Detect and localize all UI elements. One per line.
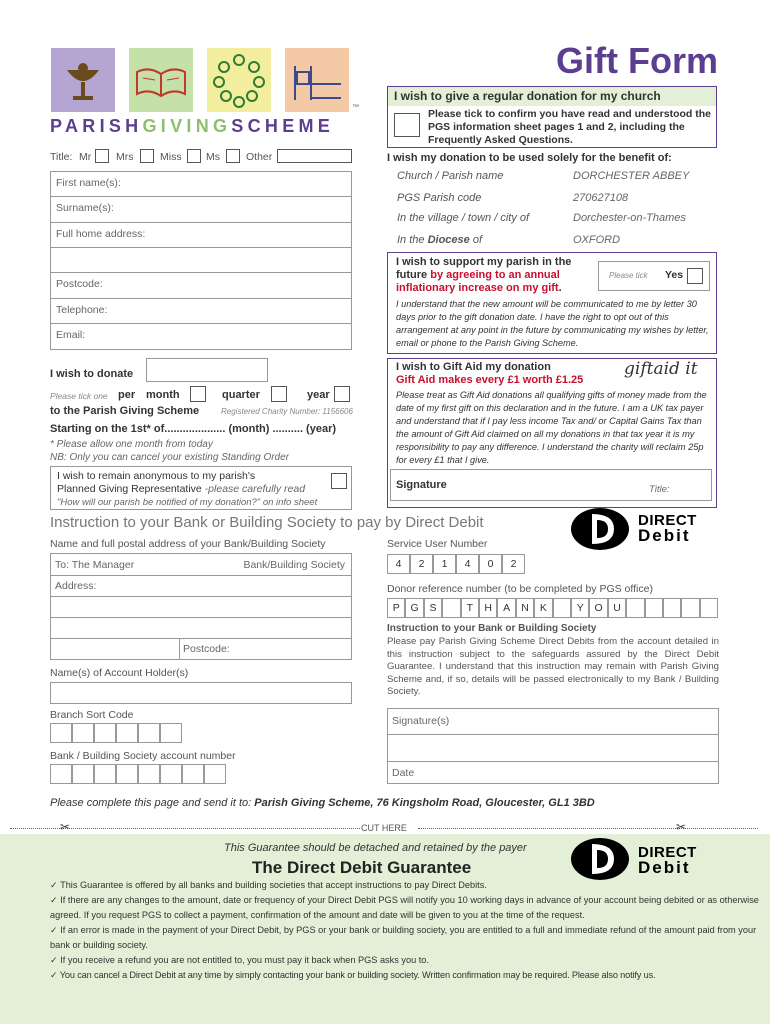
bank-address-line-2[interactable] [50, 597, 352, 618]
sort-code-cell[interactable] [72, 723, 94, 743]
direct-debit-logo: DIRECT Debit [570, 506, 720, 552]
donor-reference-cell: O [589, 598, 607, 618]
inflation-tick-box: Please tick Yes [598, 261, 710, 291]
gift-aid-body: Please treat as Gift Aid donations all qualifying gifts of money made from the date of my first gift on this declaration and in the future. I am a UK tax payer and understand that if I pay less income Tax and/ or Capital Gains Tax than the amount of Gift Aid claimed on all my donations in that tax year it is my responsibility to pay any difference. I understand the charity will reclaim 25p for every £1 that I give. [396, 390, 707, 465]
donor-reference-cell [645, 598, 663, 618]
anonymous-checkbox[interactable] [331, 473, 347, 489]
bank-address-field[interactable]: Address: [50, 576, 352, 597]
first-name-field[interactable]: First name(s): [50, 171, 352, 196]
logo-wordmark: PARISHGIVINGSCHEME [50, 116, 335, 136]
service-user-number-cell: 1 [433, 554, 456, 574]
account-number-cell[interactable] [116, 764, 138, 784]
guarantee-item: ✓ This Guarantee is offered by all banks and building societies that accept instructions to pay Direct Debits. [50, 880, 487, 890]
service-user-number-cell: 4 [387, 554, 410, 574]
guarantee-item: ✓ If there are any changes to the amount, date or frequency of your Direct Debit PGS will notify you 10 working days in advance of your account being debited or as otherwise agreed. If you request PGS to collect a payment, confirmation of the amount and date will be given to you at the time of the request. [50, 895, 759, 920]
send-address: Please complete this page and send it to: Parish Giving Scheme, 76 Kingsholm Road, Gloucester, GL1 3BD [50, 797, 595, 809]
account-number-cell[interactable] [204, 764, 226, 784]
bank-address-line-3[interactable] [50, 618, 352, 639]
cut-line-right [418, 828, 758, 829]
bank-postcode-field[interactable]: Postcode: [50, 639, 352, 660]
sort-code-cell[interactable] [138, 723, 160, 743]
donate-label: I wish to donate [50, 368, 134, 380]
service-user-number-cell: 2 [410, 554, 433, 574]
bank-instruction-body: Please pay Parish Giving Scheme Direct Debits from the account detailed in this instruction subject to the safeguards assured by the Direct Debit Guarantee. I understand that this instruction may remain with Parish Giving Scheme and, if so, details will be passed electronically to my Bank / Building Society. [387, 636, 719, 698]
address-line-2-field[interactable] [50, 247, 352, 272]
circle-of-people-icon [207, 48, 271, 112]
frequency-year-checkbox[interactable] [334, 386, 350, 402]
account-holder-field[interactable] [50, 682, 352, 704]
bank-instruction-heading: Instruction to your Bank or Building Society to pay by Direct Debit [50, 514, 484, 531]
donor-reference-cell: N [516, 598, 534, 618]
direct-debit-logo: DIRECT Debit [570, 836, 720, 882]
service-user-number-cell: 0 [479, 554, 502, 574]
donor-reference-cell: K [534, 598, 552, 618]
email-field[interactable]: Email: [50, 323, 352, 350]
donation-amount-input[interactable] [146, 358, 268, 382]
donor-reference-cell [700, 598, 718, 618]
bank-signature-field-2[interactable] [387, 735, 719, 762]
donor-reference-cell [553, 598, 571, 618]
guarantee-heading: The Direct Debit Guarantee [252, 858, 472, 877]
benefit-heading: I wish my donation to be used solely for the benefit of: [387, 152, 672, 164]
sort-code-cell[interactable] [116, 723, 138, 743]
parish-code-value: 270627108 [573, 192, 629, 204]
account-number-cell[interactable] [182, 764, 204, 784]
address-field[interactable]: Full home address: [50, 222, 352, 247]
frequency-quarter-checkbox[interactable] [271, 386, 287, 402]
frequency-month-checkbox[interactable] [190, 386, 206, 402]
title-row: Title: Mr Mrs Miss Ms Other [50, 151, 352, 165]
sort-code-cell[interactable] [50, 723, 72, 743]
guarantee-list [50, 878, 766, 983]
donor-reference-cell [626, 598, 644, 618]
telephone-field[interactable]: Telephone: [50, 298, 352, 323]
service-user-number-cell: 2 [502, 554, 525, 574]
cut-here-label: CUT HERE [361, 823, 407, 833]
scissors-icon: ✂ [60, 820, 71, 834]
sort-code-cell[interactable] [94, 723, 116, 743]
donor-reference-cell [442, 598, 460, 618]
anonymous-panel: I wish to remain anonymous to my parish's Planned Giving Representative -please carefully read "How will our parish be notified of my donation?" on info sheet [50, 466, 352, 510]
donor-reference-cell: G [405, 598, 423, 618]
donor-reference-cell: U [608, 598, 626, 618]
bank-signature-field[interactable]: Signature(s) [387, 708, 719, 735]
scissors-icon: ✂ [676, 820, 687, 834]
inflation-yes-checkbox[interactable] [687, 268, 703, 284]
bank-date-field[interactable]: Date [387, 762, 719, 784]
guarantee-item: ✓ If an error is made in the payment of your Direct Debit, by PGS or your bank or building society, you are entitled to a full and immediate refund of the amount paid from your bank or building society. [50, 925, 757, 950]
account-number-cell[interactable] [160, 764, 182, 784]
sort-code-cell[interactable] [160, 723, 182, 743]
title-mr-checkbox[interactable] [95, 149, 109, 163]
account-number-cell[interactable] [94, 764, 116, 784]
gate-icon [285, 48, 349, 112]
guarantee-item: ✓ If you receive a refund you are not entitled to, you must pay it back when PGS asks you to. [50, 955, 429, 965]
giftaid-it-logo: giftaid it [624, 359, 698, 379]
account-number-cell[interactable] [72, 764, 94, 784]
bank-manager-field[interactable]: To: The Manager Bank/Building Society [50, 553, 352, 576]
donor-reference-cell: A [497, 598, 515, 618]
starting-date-field[interactable]: Starting on the 1st* of.................... (month) .......... (year) [50, 423, 337, 435]
regular-donation-panel [387, 86, 717, 148]
donor-reference-cell [663, 598, 681, 618]
regular-donation-heading: I wish to give a regular donation for my church [388, 87, 716, 106]
donor-reference-cell: H [479, 598, 497, 618]
guarantee-item: ✓ You can cancel a Direct Debit at any time by simply contacting your bank or building society. Written confirmation may be required. Please also notify us. [50, 970, 656, 980]
title-mrs-checkbox[interactable] [140, 149, 154, 163]
donor-reference-cell: P [387, 598, 405, 618]
confirm-read-checkbox[interactable] [394, 113, 420, 137]
book-icon [129, 48, 193, 112]
account-number-cell[interactable] [50, 764, 72, 784]
donor-reference-cell: T [461, 598, 479, 618]
church-name-value: DORCHESTER ABBEY [573, 170, 690, 182]
diocese-value: OXFORD [573, 234, 621, 246]
service-user-number-cell: 4 [456, 554, 479, 574]
chalice-icon [51, 48, 115, 112]
donor-reference-cell: S [424, 598, 442, 618]
title-ms-checkbox[interactable] [226, 149, 240, 163]
confirm-read-text: Please tick to confirm you have read and understood the PGS information sheet pages 1 and 2, including the Frequently Asked Questions. [428, 108, 711, 146]
benefit-table: Church / Parish name DORCHESTER ABBEY PGS Parish code 270627108 In the village / town / city of Dorchester-on-Thames In the Diocese of OXFORD [397, 170, 690, 246]
postcode-field[interactable]: Postcode: [50, 272, 352, 298]
surname-field[interactable]: Surname(s): [50, 196, 352, 222]
donor-reference-cell [681, 598, 699, 618]
inflation-panel: I wish to support my parish in the future by agreeing to an annual inflationary increase on my gift. Please tick Yes I understand that the new amount will be communicated to me by letter 30 days prior to the gift donation date. I have the right to opt out of this arrangement at any point in the future by communicating my wishes by letter, email or phone to the Parish Giving Scheme. [387, 252, 717, 354]
title-other-field[interactable] [277, 149, 352, 163]
trademark: ™ [352, 104, 359, 111]
village-value: Dorchester-on-Thames [573, 212, 686, 224]
page-title: Gift Form [556, 40, 718, 81]
donor-reference-cell: Y [571, 598, 589, 618]
gift-aid-panel: I wish to Gift Aid my donation Gift Aid makes every £1 worth £1.25 giftaid it Please treat as Gift Aid donations all qualifying gifts of money made from the date of my first gift on this declaration and in the future. I am a UK tax payer and understand that if I pay less income Tax and/ or Capital Gains Tax than the amount of Gift Aid claimed on all my donations in that tax year it is my responsibility to pay any difference. I understand the charity will reclaim 25p for every £1 that I give. Signature Title: [387, 358, 717, 508]
account-number-cell[interactable] [138, 764, 160, 784]
inflation-body: I understand that the new amount will be communicated to me by letter 30 days prior to the gift donation date. I have the right to opt out of this arrangement at any point in the future by communicating my wishes by letter, email or phone to the Parish Giving Scheme. [396, 299, 709, 348]
gift-aid-signature-field[interactable]: Signature Title: [390, 469, 712, 501]
title-miss-checkbox[interactable] [187, 149, 201, 163]
